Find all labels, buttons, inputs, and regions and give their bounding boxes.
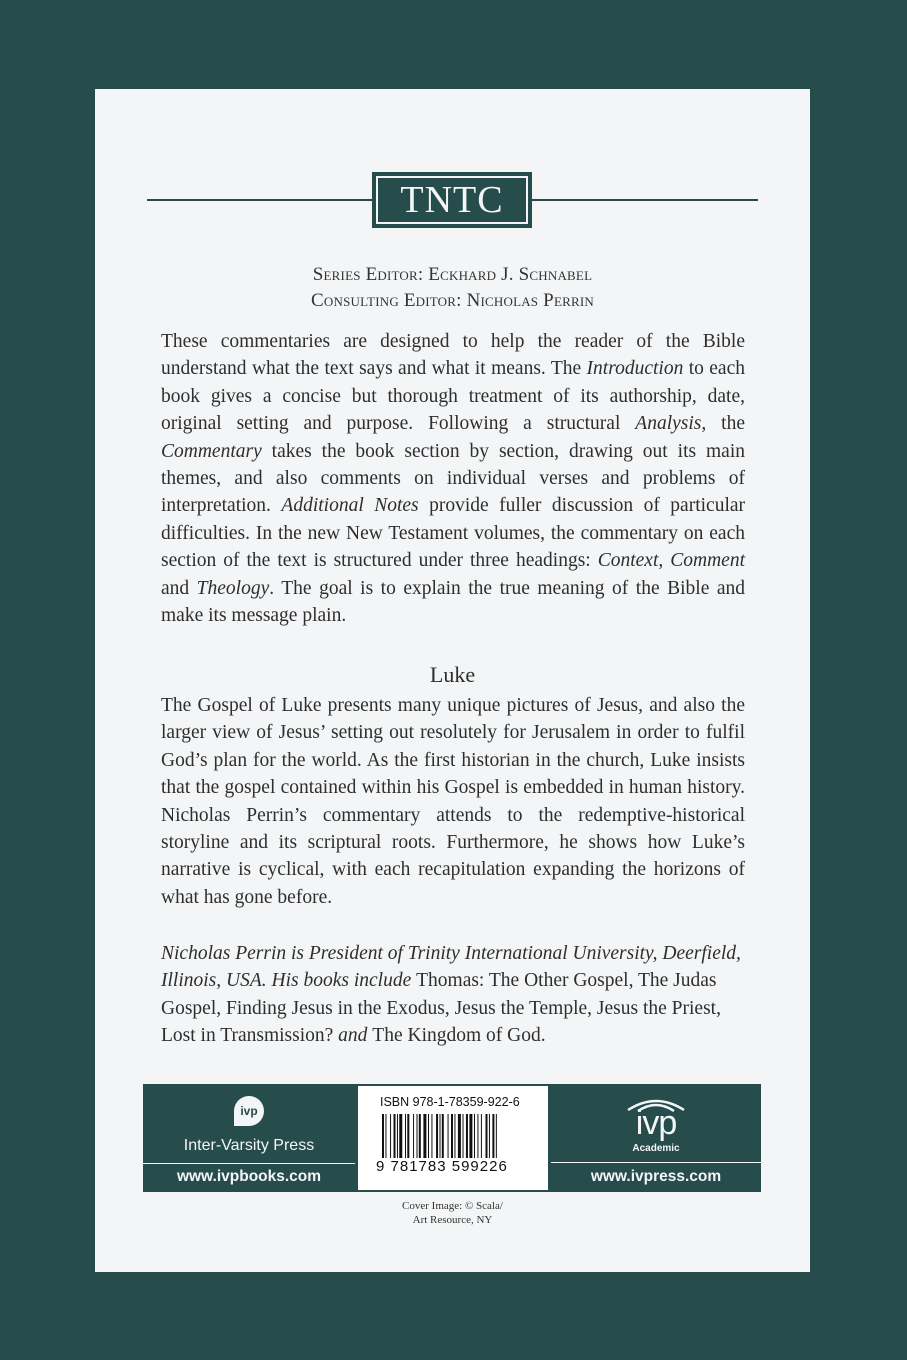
publisher-left-name: Inter-Varsity Press <box>183 1137 315 1154</box>
intro-italic-theology: Theology <box>196 577 270 599</box>
ivp-academic-wordmark: ivp <box>635 1104 677 1142</box>
author-bio-end: . <box>540 1025 546 1047</box>
intro-italic-additional-notes: Additional Notes <box>281 495 419 517</box>
book-title: Luke <box>429 662 476 687</box>
author-book-last: The Kingdom of God <box>372 1025 541 1047</box>
intro-text-7: . The goal is to explain the true meaning of the Bible and make its message plain. <box>161 577 746 627</box>
cover-credit-line-2: Art Resource, NY <box>412 1214 493 1226</box>
intro-text-4: takes the book section by section, drawing out its main themes, and also comments on individual verses and problems of interpretation. <box>161 440 745 517</box>
intro-text-1: These commentaries are designed to help the reader of the Bible understand what the text says and what it means. The <box>161 331 745 380</box>
ivp-academic-sub: Academic <box>632 1143 680 1154</box>
intro-italic-introduction: Introduction <box>586 358 684 380</box>
publisher-left-url[interactable]: www.ivpbooks.com <box>176 1168 322 1185</box>
publisher-right <box>551 1084 761 1192</box>
series-logo <box>372 172 532 228</box>
book-description: The Gospel of Luke presents many unique pictures of Jesus, and also the larger view of Jesus’ setting out resolutely for Jerusalem in order to fulfil God’s plan for the world. As the first historian in the church, Luke insists that the gospel contained within his Gospel is embedded in human history. Nicholas Perrin’s commentary attends to the redemptive-historical storyline and its scriptural roots. Furthermore, he shows how Luke’s narrative is cyclical, with each recapitulation expanding the horizons of what has gone before. <box>161 695 745 908</box>
author-books-conjunction: and <box>333 1025 373 1047</box>
author-books-list: Thomas: The Other Gospel, The Judas Gospel, Finding Jesus in the Exodus, Jesus the Temple, Jesus the Priest, Lost in Transmission? <box>161 970 721 1047</box>
publisher-left-divider <box>143 1163 355 1164</box>
header-rule-right <box>532 199 758 201</box>
series-editor: Series Editor: Eckhard J. Schnabel <box>312 264 593 285</box>
publisher-left <box>143 1084 355 1192</box>
author-bio <box>161 940 745 1050</box>
publisher-right-url[interactable]: www.ivpress.com <box>590 1168 722 1185</box>
barcode-icon <box>382 1114 524 1158</box>
intro-italic-analysis: Analysis <box>635 413 702 435</box>
series-logo-text: TNTC <box>376 176 528 224</box>
cover-credit-line-1: Cover Image: © Scala/ <box>402 1200 503 1212</box>
isbn-label: ISBN 978-1-78359-922-6 <box>380 1095 520 1109</box>
author-bio-text: Nicholas Perrin is President of Trinity International University, Deerfield, Illinois, USA. His books include <box>161 943 741 992</box>
intro-text-3: , the <box>701 413 746 435</box>
intro-text-6: and <box>161 577 197 599</box>
barcode-box <box>358 1086 548 1190</box>
intro-text-2: to each book gives a concise but thorough treatment of its authorship, date, original setting and purpose. Following a structural <box>161 358 745 435</box>
intro-italic-commentary: Commentary <box>161 440 262 462</box>
intro-italic-context-comment: Context, Comment <box>597 550 745 572</box>
series-description <box>161 328 745 629</box>
header-rule-left <box>147 199 373 201</box>
publisher-right-divider <box>551 1162 761 1163</box>
intro-text-5: provide fuller discussion of particular difficulties. In the new New Testament volumes, the commentary on each section of the text is structured under three headings: <box>161 495 746 572</box>
ivp-badge-icon: ivp <box>234 1096 264 1126</box>
barcode-digits: 9 781783 599226 <box>376 1158 508 1175</box>
cover-credit <box>95 1199 810 1227</box>
consulting-editor: Consulting Editor: Nicholas Perrin <box>311 290 594 311</box>
